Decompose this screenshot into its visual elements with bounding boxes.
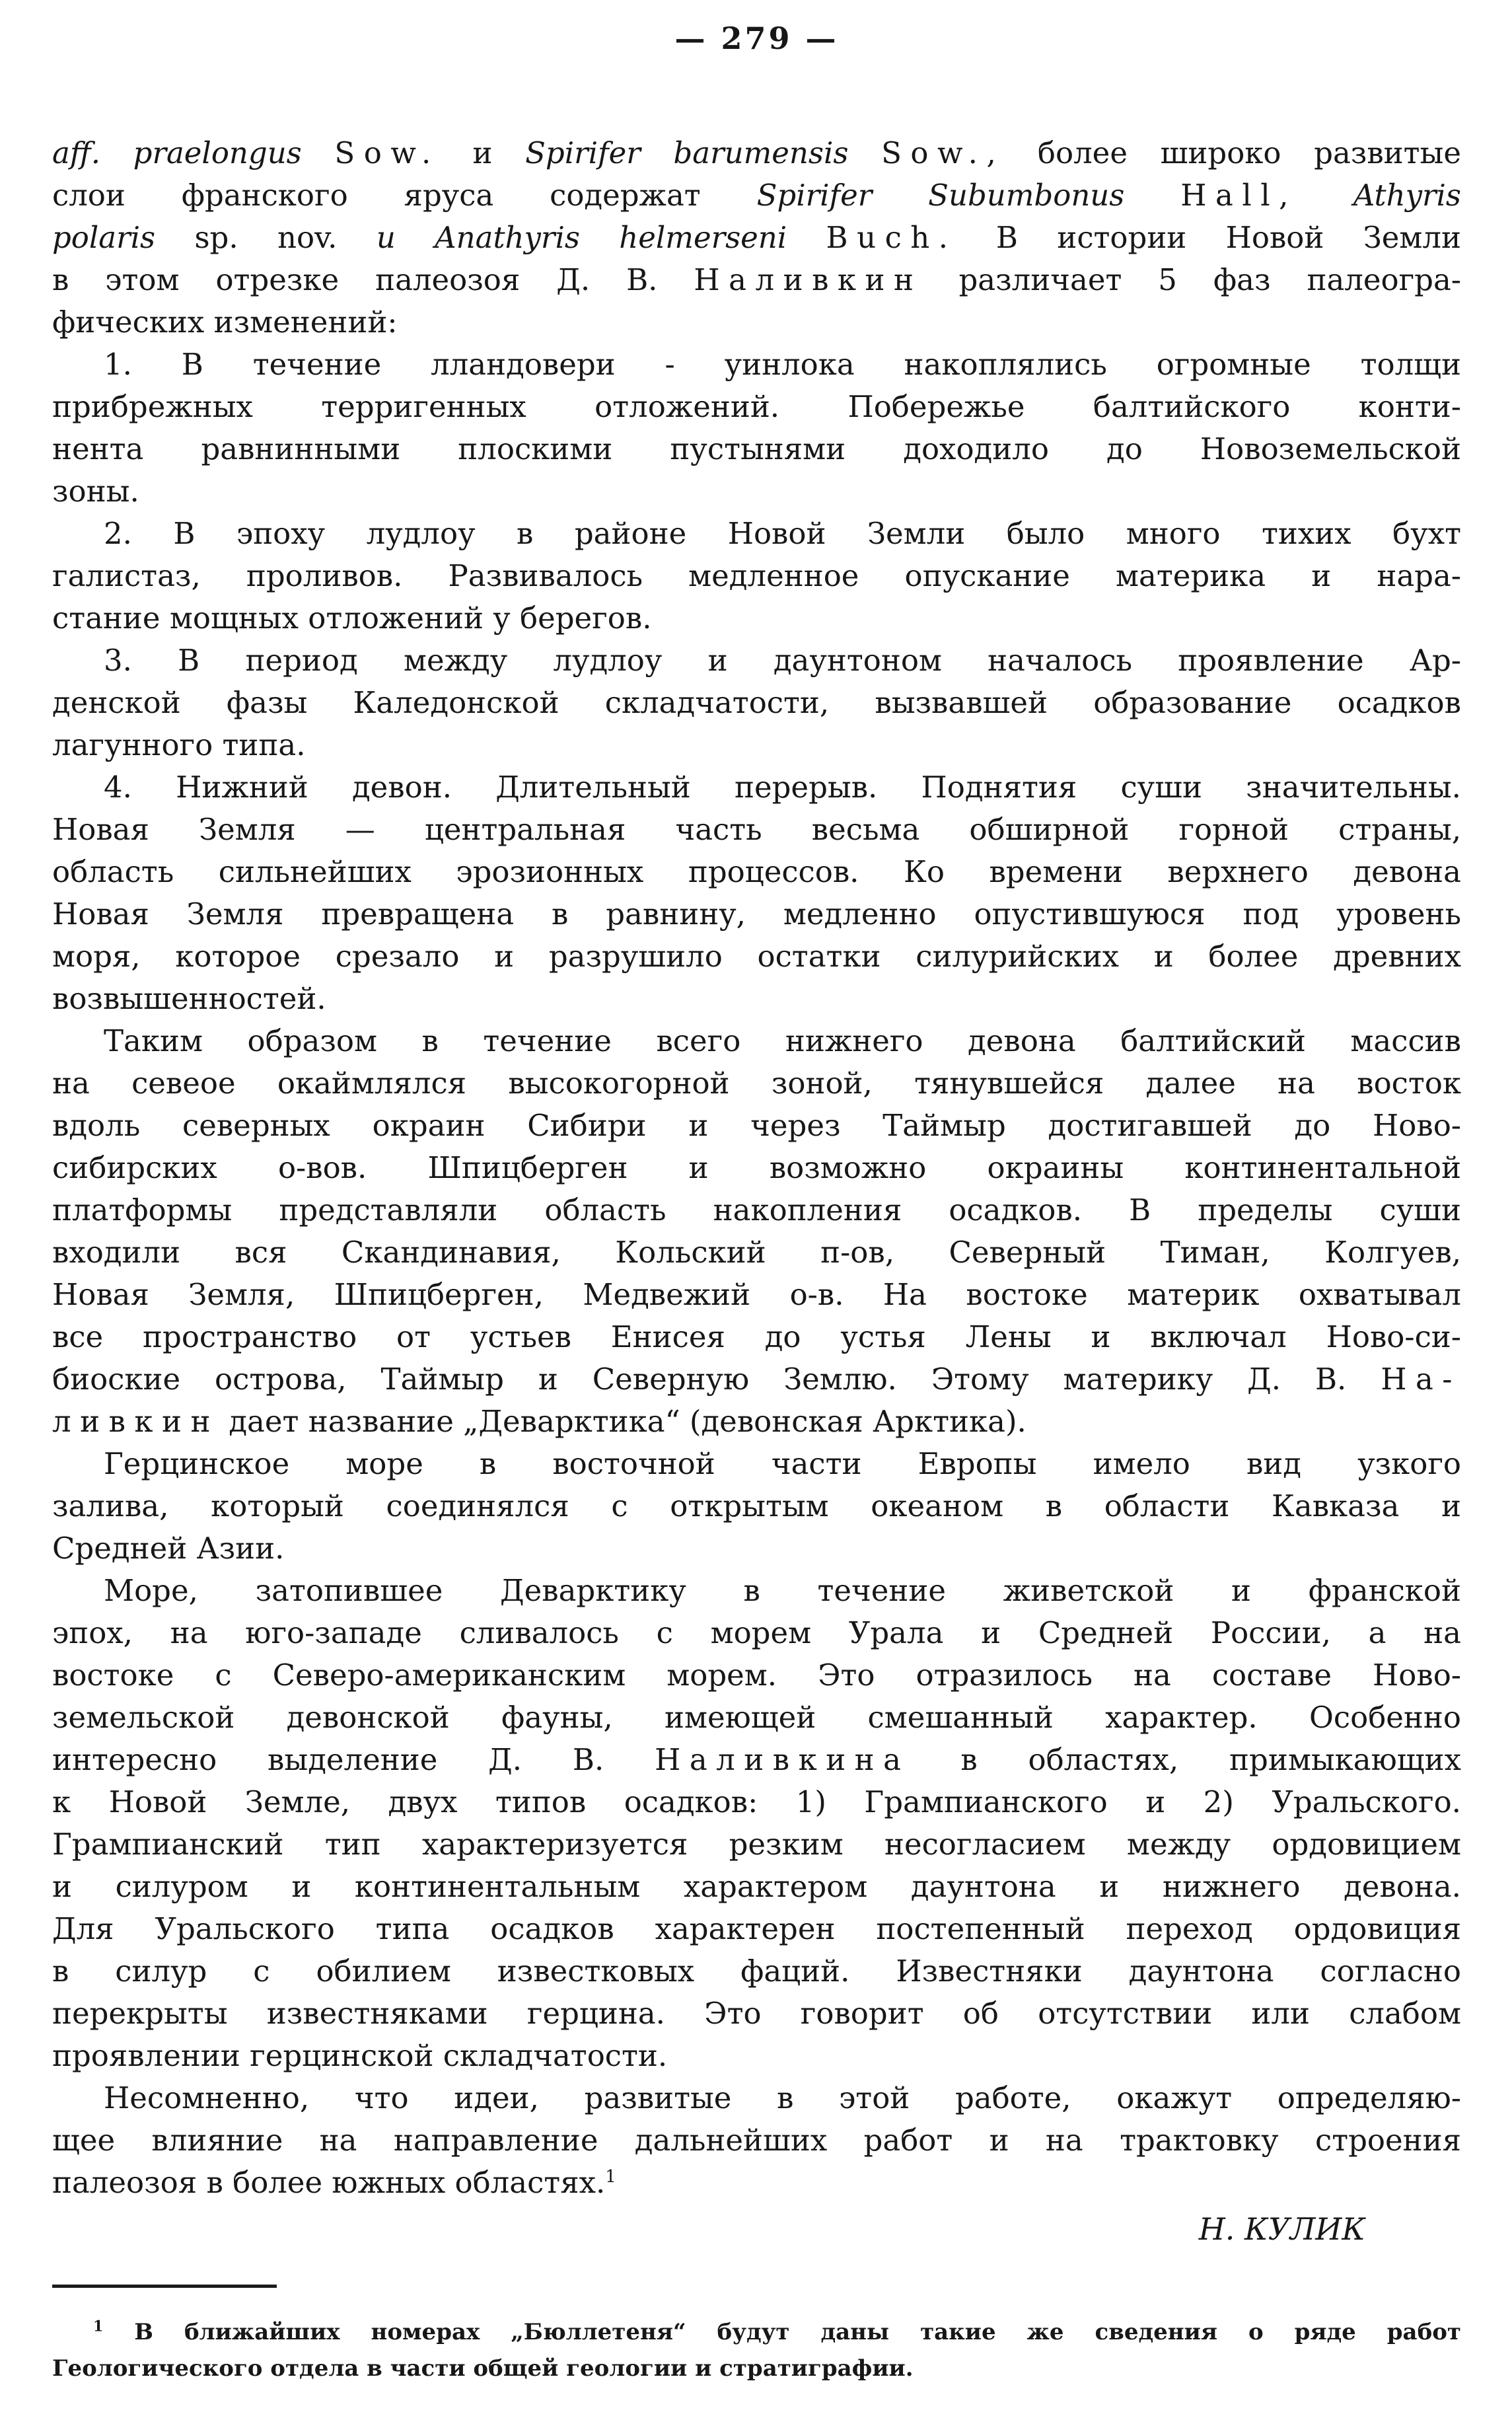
footnote-divider bbox=[52, 2285, 277, 2288]
text-line: фических изменений: bbox=[52, 305, 398, 340]
text-line: платформы представляли область накопления осадков. В пределы суши bbox=[52, 1192, 1461, 1227]
text-line: Новая Земля — центральная часть весьма обширной горной страны, bbox=[52, 812, 1461, 847]
text-line: к Новой Земле, двух типов осадков: 1) Грампианского и 2) Уральского. bbox=[52, 1784, 1461, 1819]
text-line: 2. В эпоху лудлоу в районе Новой Земли было много тихих бухт bbox=[104, 516, 1461, 551]
footnote-line: $^1$ В ближайших номерах „Бюллетеня“ будут даны такие же сведения о ряде работ bbox=[93, 2318, 1461, 2345]
text-line: Таким образом в течение всего нижнего девона балтийский массив bbox=[104, 1023, 1461, 1058]
text-line: залива, который соединялся с открытым океаном в области Кавказа и bbox=[52, 1488, 1461, 1523]
text-line: нента равнинными плоскими пустынями доходило до Новоземельской bbox=[52, 431, 1461, 466]
text-line: область сильнейших эрозионных процессов. Ко времени верхнего девона bbox=[52, 854, 1461, 889]
text-line: все пространство от устьев Енисея до устья Лены и включал Ново-си- bbox=[52, 1319, 1461, 1354]
text-line: сибирских о-вов. Шпицберген и возможно окраины континентальной bbox=[52, 1150, 1461, 1185]
text-line: востоке с Северо-американским морем. Это отразилось на составе Ново- bbox=[52, 1658, 1461, 1693]
text-line: 4. Нижний девон. Длительный перерыв. Поднятия суши значительны. bbox=[104, 770, 1461, 805]
text-line: Герцинское море в восточной части Европы имело вид узкого bbox=[104, 1446, 1461, 1481]
text-line: эпох, на юго-западе сливалось с морем Урала и Средней России, а на bbox=[52, 1615, 1461, 1650]
page-number: — 279 — bbox=[674, 20, 839, 56]
text-line: вдоль северных окраин Сибири и через Таймыр достигавшей до Ново- bbox=[52, 1108, 1461, 1143]
text-line: aff. praelongus Sow. и Spirifer barumensis Sow., более широко развитые bbox=[52, 135, 1461, 170]
text-line: Средней Азии. bbox=[52, 1531, 285, 1566]
text-line: в силур с обилием известковых фаций. Известняки даунтона согласно bbox=[52, 1954, 1461, 1989]
text-line: Новая Земля превращена в равнину, медленно опустившуюся под уровень bbox=[52, 897, 1461, 932]
text-line: лагунного типа. bbox=[52, 727, 306, 762]
text-line: Грампианский тип характеризуется резким несогласием между ордовицием bbox=[52, 1827, 1461, 1862]
text-line: в этом отрезке палеозоя Д. В. Наливкин различает 5 фаз палеогра- bbox=[52, 262, 1461, 297]
text-line: стание мощных отложений у берегов. bbox=[52, 601, 652, 636]
text-line: прибрежных терригенных отложений. Побережье балтийского конти- bbox=[52, 389, 1461, 424]
text-line: щее влияние на направление дальнейших работ и на трактовку строения bbox=[52, 2123, 1461, 2158]
text-line: входили вся Скандинавия, Кольский п-ов, Северный Тиман, Колгуев, bbox=[52, 1235, 1461, 1270]
text-line: и силуром и континентальным характером даунтона и нижнего девона. bbox=[52, 1869, 1461, 1904]
footnote-line: Геологического отдела в части общей геологии и стратиграфии. bbox=[52, 2355, 914, 2382]
text-line: на севеое окаймлялся высокогорной зоной, тянувшейся далее на восток bbox=[52, 1066, 1461, 1101]
text-line: биоские острова, Таймыр и Северную Землю. Этому материку Д. В. На- bbox=[52, 1362, 1461, 1397]
text-line: проявлении герцинской складчатости. bbox=[52, 2038, 668, 2073]
text-line: Новая Земля, Шпицберген, Медвежий о-в. На востоке материк охватывал bbox=[52, 1277, 1461, 1312]
text-line: перекрыты известняками герцина. Это говорит об отсутствии или слабом bbox=[52, 1996, 1461, 2031]
text-line: возвышенностей. bbox=[52, 981, 326, 1016]
body-text bbox=[52, 132, 1461, 2204]
text-line: 1. В течение лландовери - уинлока накоплялись огромные толщи bbox=[104, 347, 1461, 382]
footnote bbox=[52, 2314, 1461, 2387]
text-line: денской фазы Каледонской складчатости, вызвавшей образование осадков bbox=[52, 685, 1461, 720]
text-line: 3. В период между лудлоу и даунтоном началось проявление Ар- bbox=[104, 643, 1461, 678]
text-line: слои франского яруса содержат Spirifer Subumbonus Hall, Athyris bbox=[52, 178, 1462, 213]
text-line: палеозоя в более южных областях.$^1$ bbox=[52, 2165, 616, 2200]
text-line: интересно выделение Д. В. Наливкина в областях, примыкающих bbox=[52, 1742, 1461, 1777]
signature: Н. КУЛИК bbox=[1198, 2211, 1365, 2247]
text-line: галистаз, проливов. Развивалось медленное опускание материка и нара- bbox=[52, 558, 1461, 593]
text-line: зоны. bbox=[52, 474, 139, 509]
text-line: моря, которое срезало и разрушило остатки силурийских и более древних bbox=[52, 939, 1461, 974]
text-line: Несомненно, что идеи, развитые в этой работе, окажут определяю- bbox=[104, 2080, 1461, 2115]
text-line: Море, затопившее Деварктику в течение живетской и франской bbox=[104, 1573, 1461, 1608]
text-line: ливкин дает название „Деварктика“ (девонская Арктика). bbox=[52, 1404, 1026, 1439]
text-line: земельской девонской фауны, имеющей смешанный характер. Особенно bbox=[52, 1700, 1461, 1735]
text-line: Для Уральского типа осадков характерен постепенный переход ордовиция bbox=[52, 1911, 1461, 1946]
text-line: polaris sp. nov. и Anathyris helmerseni Buch. В истории Новой Земли bbox=[52, 220, 1461, 255]
